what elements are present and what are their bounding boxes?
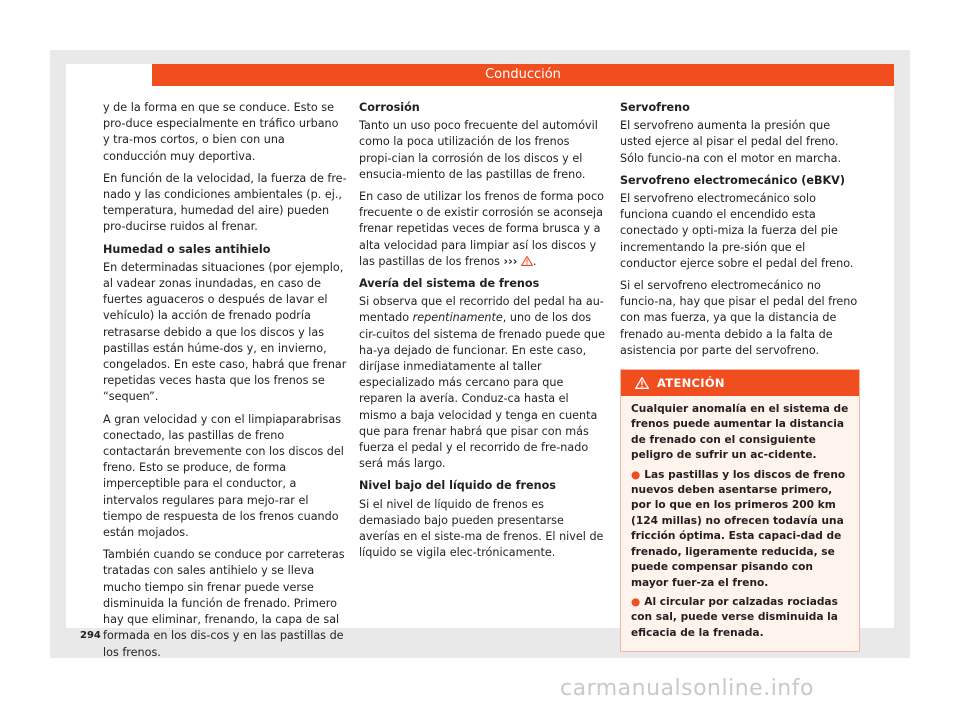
cross-reference-link[interactable]: ›››: [503, 254, 518, 268]
emphasis-text: repentinamente: [412, 311, 503, 325]
warning-bullet: [631, 468, 851, 591]
page-header: Conducción: [152, 64, 894, 86]
section-heading-ebkv: Servofreno electromecánico (eBKV): [620, 173, 845, 187]
paragraph-text: En caso de utilizar los frenos de forma poco frecuente o de existir corrosión se aconseja frenar repetidas veces de forma brusca y a alta velocidad para limpiar así los discos y las pastillas de los frenos: [359, 190, 604, 268]
page-number: 294: [80, 630, 101, 641]
bullet-icon: ●: [631, 468, 641, 481]
warning-header: [621, 370, 859, 396]
paragraph: y de la forma en que se conduce. Esto se pro-duce especialmente en tráfico urbano y tra-mos cortos, o bien con una conducción muy deportiva.: [103, 101, 339, 163]
paragraph: [359, 294, 605, 472]
bullet-icon: ●: [631, 595, 641, 608]
warning-bullet-text: Las pastillas y los discos de freno nuevos deben asentarse primero, por lo que en los primeros 200 km (124 millas) no ofrecen todavía una fricción óptima. Esta capaci-dad de frenado, ligeramente reducida, se puede compensar pisando con mayor fuer-za el freno.: [631, 468, 846, 589]
manual-page: [66, 64, 894, 659]
paragraph: En caso de utilizar los frenos de forma poco frecuente o de existir corrosión se aconseja frenar repetidas veces de forma brusca y a alta velocidad para limpiar así los discos y las pastillas de los frenos ››› .: [359, 190, 604, 268]
paragraph: También cuando se conduce por carreteras tratadas con sales antihielo y se lleva mucho tiempo sin frenar puede verse disminuida la función de frenado. Primero hay que eliminar, frenando, la capa de sal formada en los dis-cos y en las pastillas de los frenos.: [103, 548, 345, 659]
section-heading-corrosion: Corrosión: [359, 101, 420, 114]
warning-triangle-icon: [635, 377, 649, 389]
warning-body: [621, 396, 859, 651]
paragraph: El servofreno aumenta la presión que usted ejerce al pisar el pedal del freno. Sólo funcio-na con el motor en marcha.: [620, 119, 842, 165]
warning-triangle-icon: [521, 256, 533, 266]
paragraph: Si el nivel de líquido de frenos es demasiado bajo pueden presentarse averías en el siste-ma de frenos. El nivel de líquido se vigila elec-trónicamente.: [359, 497, 604, 560]
warning-bullet: [631, 595, 851, 641]
section-heading-servo: Servofreno: [620, 101, 690, 114]
paragraph-text: , uno de los dos cir-cuitos del sistema de frenado puede que ha-ya dejado de funcionar. En este caso, diríjase inmediatamente al taller especializado más cercano para que reparen la avería. Conduz-ca hasta el mismo a baja velocidad y tenga en cuenta que para frenar habrá que pisar con más fuerza el pedal y el recorrido de fre-nado será más largo.: [359, 311, 605, 471]
column-1: [103, 100, 347, 667]
section-heading-salt: Humedad o sales antihielo: [103, 242, 271, 256]
page-frame: [50, 50, 910, 658]
watermark: carmanualsonline.info: [560, 676, 814, 701]
paragraph: Si el servofreno electromecánico no funcio-na, hay que pisar el pedal del freno con mas fuerza, ya que la distancia de frenado au-menta debido a la falta de asistencia por parte del servofreno.: [620, 279, 858, 357]
warning-box: [620, 369, 860, 652]
paragraph: Tanto un uso poco frecuente del automóvil como la poca utilización de los frenos propi-cian la corrosión de los discos y el ensucia-miento de las pastillas de freno.: [359, 119, 598, 181]
paragraph-text: Si observa que el recorrido del pedal ha au-mentado: [359, 295, 604, 325]
warning-title: ATENCIÓN: [657, 375, 725, 390]
warning-bullet-text: Al circular por calzadas rociadas con sal, puede verse disminuida la eficacia de la frenada.: [631, 595, 838, 639]
column-3: [620, 100, 860, 652]
section-heading-brake-fluid: Nivel bajo del líquido de frenos: [359, 479, 556, 493]
paragraph: A gran velocidad y con el limpiaparabrisas conectado, las pastillas de freno contactarán brevemente con los discos del freno. Esto se produce, de forma imperceptible para el conductor, a intervalos regulares para mejo-rar el tiempo de respuesta de los frenos cuando están mojados.: [103, 412, 344, 540]
paragraph: El servofreno electromecánico solo funciona cuando el encendido esta conectado y opti-miza la fuerza del pie incrementando la pre-sión que el conductor ejerce sobre el pedal del freno.: [620, 192, 854, 270]
paragraph: En función de la velocidad, la fuerza de fre-nado y las condiciones ambientales (p. ej., temperatura, humedad del aire) pueden pro-ducirse ruidos al frenar.: [103, 171, 347, 234]
warning-intro: Cualquier anomalía en el sistema de frenos puede aumentar la distancia de frenado con el consiguiente peligro de sufrir un ac-cidente.: [631, 403, 849, 462]
paragraph: En determinadas situaciones (por ejemplo, al vadear zonas inundadas, en caso de fuertes aguaceros o después de lavar el vehículo) la acción de frenado podría retrasarse debido a que los discos y las pastillas están húme-dos y, en invierno, congelados. En este caso, habrá que frenar repetidas veces hasta que los frenos se “sequen”.: [103, 260, 347, 404]
column-2: [359, 100, 605, 567]
section-heading-brake-failure: Avería del sistema de frenos: [359, 277, 540, 291]
